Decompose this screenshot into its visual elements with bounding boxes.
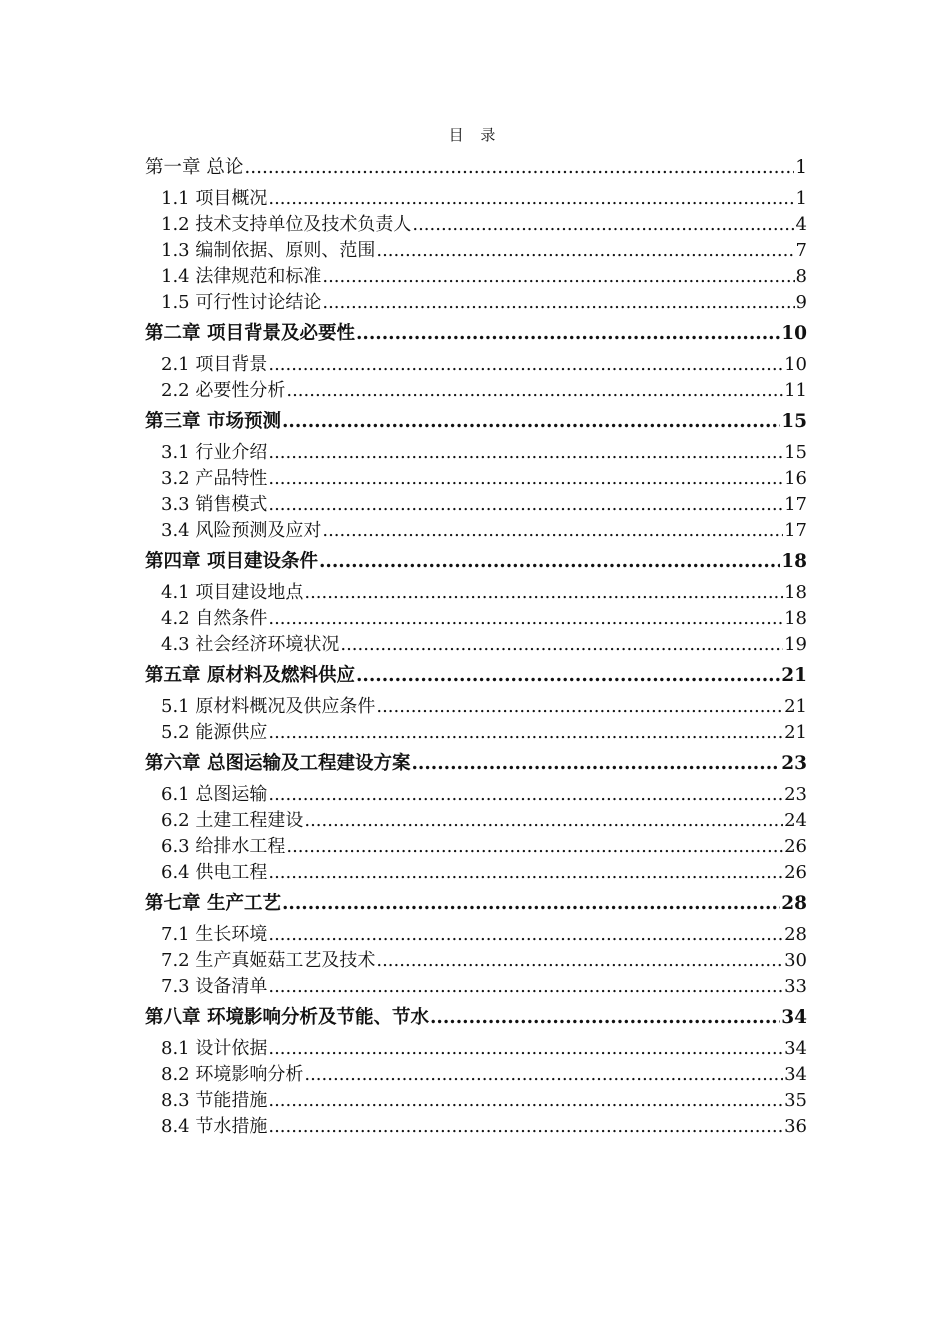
- toc-section-entry[interactable]: [145, 974, 807, 1000]
- toc-section-entry[interactable]: [145, 808, 807, 834]
- toc-chapter-block: [145, 746, 807, 886]
- toc-section-entry[interactable]: [145, 186, 807, 212]
- toc-leader-dots: [268, 440, 783, 466]
- toc-leader-dots: [411, 746, 780, 782]
- toc-chapter-block: [145, 316, 807, 404]
- toc-chapter-entry[interactable]: [145, 1000, 807, 1036]
- toc-section-title: 8.1 设计依据: [161, 1038, 268, 1059]
- toc-leader-dots: [376, 238, 794, 264]
- toc-page-number: 16: [784, 468, 807, 489]
- toc-section-title: 6.4 供电工程: [161, 862, 268, 883]
- toc-leader-dots: [268, 974, 783, 1000]
- toc-section-entry[interactable]: [145, 720, 807, 746]
- toc-section-title: 1.3 编制依据、原则、范围: [161, 240, 376, 261]
- toc-section-entry[interactable]: [145, 632, 807, 658]
- toc-leader-dots: [322, 518, 783, 544]
- toc-page-number: 17: [784, 520, 807, 541]
- toc-section-entry[interactable]: [145, 290, 807, 316]
- toc-chapter-title: 第六章 总图运输及工程建设方案: [145, 753, 411, 774]
- toc-page-number: 34: [784, 1038, 807, 1059]
- toc-section-entry[interactable]: [145, 466, 807, 492]
- toc-section-title: 1.5 可行性讨论结论: [161, 292, 322, 313]
- toc-chapter-block: [145, 404, 807, 544]
- toc-page-number: 23: [781, 753, 807, 774]
- toc-page-number: 30: [784, 950, 807, 971]
- toc-chapter-block: [145, 658, 807, 746]
- toc-chapter-entry[interactable]: [145, 150, 807, 186]
- toc-section-entry[interactable]: [145, 1114, 807, 1140]
- toc-leader-dots: [322, 264, 794, 290]
- toc-leader-dots: [304, 808, 783, 834]
- toc-section-entry[interactable]: [145, 580, 807, 606]
- toc-page-number: 15: [781, 411, 807, 432]
- toc-section-title: 5.1 原材料概况及供应条件: [161, 696, 376, 717]
- toc-page-number: 26: [784, 836, 807, 857]
- toc-chapter-title: 第一章 总论: [145, 157, 244, 178]
- toc-page-number: 33: [784, 976, 807, 997]
- toc-page-number: 35: [784, 1090, 807, 1111]
- toc-section-entry[interactable]: [145, 264, 807, 290]
- toc-section-title: 7.1 生长环境: [161, 924, 268, 945]
- toc-leader-dots: [268, 720, 783, 746]
- toc-leader-dots: [376, 948, 783, 974]
- toc-section-entry[interactable]: [145, 948, 807, 974]
- toc-page-number: 28: [781, 893, 807, 914]
- toc-chapter-block: [145, 150, 807, 316]
- toc-section-title: 8.2 环境影响分析: [161, 1064, 304, 1085]
- toc-page-number: 34: [781, 1007, 807, 1028]
- toc-section-title: 4.1 项目建设地点: [161, 582, 304, 603]
- toc-section-entry[interactable]: [145, 860, 807, 886]
- toc-chapter-entry[interactable]: [145, 658, 807, 694]
- toc-chapter-block: [145, 1000, 807, 1140]
- toc-chapter-title: 第七章 生产工艺: [145, 893, 281, 914]
- toc-page-number: 1: [795, 157, 807, 178]
- toc-section-title: 2.2 必要性分析: [161, 380, 286, 401]
- toc-page-number: 24: [784, 810, 807, 831]
- toc-page-number: 26: [784, 862, 807, 883]
- table-of-contents: [145, 150, 807, 1140]
- toc-page-number: 15: [784, 442, 807, 463]
- toc-page-number: 9: [795, 292, 807, 313]
- toc-leader-dots: [268, 352, 783, 378]
- toc-leader-dots: [268, 1088, 783, 1114]
- toc-chapter-block: [145, 886, 807, 1000]
- toc-section-entry[interactable]: [145, 606, 807, 632]
- toc-page-number: 10: [784, 354, 807, 375]
- toc-section-title: 3.3 销售模式: [161, 494, 268, 515]
- toc-page-number: 18: [784, 608, 807, 629]
- toc-leader-dots: [244, 150, 794, 186]
- toc-page-number: 21: [784, 722, 807, 743]
- toc-leader-dots: [286, 378, 783, 404]
- toc-section-title: 1.2 技术支持单位及技术负责人: [161, 214, 412, 235]
- toc-page-number: 28: [784, 924, 807, 945]
- toc-leader-dots: [282, 404, 780, 440]
- toc-section-title: 4.3 社会经济环境状况: [161, 634, 340, 655]
- toc-leader-dots: [268, 606, 783, 632]
- toc-title: 目 录: [448, 126, 502, 144]
- toc-section-entry[interactable]: [145, 238, 807, 264]
- toc-leader-dots: [268, 466, 783, 492]
- toc-leader-dots: [322, 290, 794, 316]
- toc-leader-dots: [268, 1036, 783, 1062]
- toc-page-number: 21: [781, 665, 807, 686]
- toc-leader-dots: [268, 860, 783, 886]
- toc-page-number: 18: [784, 582, 807, 603]
- toc-chapter-entry[interactable]: [145, 746, 807, 782]
- toc-section-title: 3.4 风险预测及应对: [161, 520, 322, 541]
- toc-leader-dots: [268, 492, 783, 518]
- toc-chapter-title: 第三章 市场预测: [145, 411, 281, 432]
- toc-section-title: 5.2 能源供应: [161, 722, 268, 743]
- toc-section-title: 4.2 自然条件: [161, 608, 268, 629]
- toc-chapter-title: 第五章 原材料及燃料供应: [145, 665, 355, 686]
- toc-section-entry[interactable]: [145, 782, 807, 808]
- toc-chapter-title: 第二章 项目背景及必要性: [145, 323, 355, 344]
- toc-chapter-title: 第四章 项目建设条件: [145, 551, 318, 572]
- toc-section-entry[interactable]: [145, 518, 807, 544]
- toc-section-title: 3.2 产品特性: [161, 468, 268, 489]
- toc-page-number: 7: [795, 240, 807, 261]
- toc-section-title: 1.4 法律规范和标准: [161, 266, 322, 287]
- toc-section-entry[interactable]: [145, 834, 807, 860]
- toc-chapter-entry[interactable]: [145, 316, 807, 352]
- toc-section-entry[interactable]: [145, 1036, 807, 1062]
- toc-leader-dots: [430, 1000, 780, 1036]
- toc-page-number: 17: [784, 494, 807, 515]
- toc-section-title: 6.1 总图运输: [161, 784, 268, 805]
- toc-leader-dots: [319, 544, 780, 580]
- toc-leader-dots: [356, 658, 780, 694]
- toc-leader-dots: [282, 886, 780, 922]
- toc-section-entry[interactable]: [145, 492, 807, 518]
- toc-leader-dots: [268, 1114, 783, 1140]
- toc-leader-dots: [304, 580, 783, 606]
- toc-page-number: 19: [784, 634, 807, 655]
- toc-chapter-entry[interactable]: [145, 886, 807, 922]
- toc-leader-dots: [412, 212, 794, 238]
- toc-section-title: 8.4 节水措施: [161, 1116, 268, 1137]
- toc-leader-dots: [376, 694, 783, 720]
- toc-page-number: 18: [781, 551, 807, 572]
- toc-leader-dots: [286, 834, 783, 860]
- toc-section-title: 7.3 设备清单: [161, 976, 268, 997]
- toc-section-title: 3.1 行业介绍: [161, 442, 268, 463]
- toc-leader-dots: [268, 186, 794, 212]
- toc-section-entry[interactable]: [145, 1062, 807, 1088]
- toc-chapter-entry[interactable]: [145, 544, 807, 580]
- toc-leader-dots: [356, 316, 780, 352]
- toc-chapter-entry[interactable]: [145, 404, 807, 440]
- toc-section-title: 7.2 生产真姬菇工艺及技术: [161, 950, 376, 971]
- toc-chapter-block: [145, 544, 807, 658]
- toc-section-entry[interactable]: [145, 352, 807, 378]
- toc-page-number: 36: [784, 1116, 807, 1137]
- toc-section-title: 6.2 土建工程建设: [161, 810, 304, 831]
- toc-page-number: 8: [795, 266, 807, 287]
- toc-leader-dots: [304, 1062, 783, 1088]
- toc-section-entry[interactable]: [145, 378, 807, 404]
- toc-section-title: 1.1 项目概况: [161, 188, 268, 209]
- toc-section-title: 2.1 项目背景: [161, 354, 268, 375]
- toc-section-entry[interactable]: [145, 694, 807, 720]
- toc-leader-dots: [268, 922, 783, 948]
- toc-leader-dots: [340, 632, 783, 658]
- toc-page-number: 21: [784, 696, 807, 717]
- toc-page-number: 34: [784, 1064, 807, 1085]
- toc-section-title: 6.3 给排水工程: [161, 836, 286, 857]
- toc-leader-dots: [268, 782, 783, 808]
- toc-page-number: 4: [795, 214, 807, 235]
- toc-section-entry[interactable]: [145, 1088, 807, 1114]
- toc-section-entry[interactable]: [145, 440, 807, 466]
- toc-page-number: 11: [784, 380, 807, 401]
- toc-page-number: 10: [781, 323, 807, 344]
- toc-page-number: 23: [784, 784, 807, 805]
- toc-page-number: 1: [795, 188, 807, 209]
- toc-section-entry[interactable]: [145, 212, 807, 238]
- toc-chapter-title: 第八章 环境影响分析及节能、节水: [145, 1007, 429, 1028]
- toc-section-title: 8.3 节能措施: [161, 1090, 268, 1111]
- toc-section-entry[interactable]: [145, 922, 807, 948]
